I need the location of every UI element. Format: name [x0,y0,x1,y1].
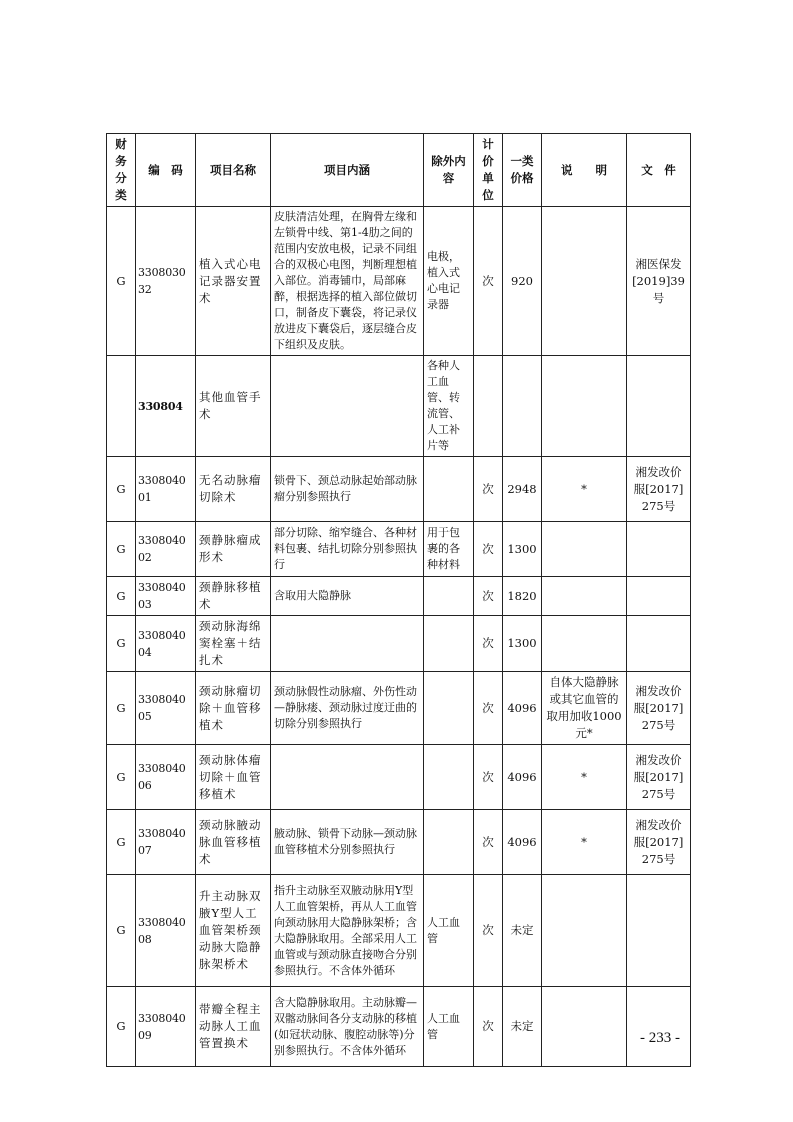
cell-content [271,616,424,672]
cell-except: 用于包裹的各种材料 [424,522,474,577]
cell-doc: 湘发改价服[2017]275号 [627,810,691,875]
cell-doc: 湘发改价服[2017]275号 [627,745,691,810]
cell-name: 颈动脉海绵窦栓塞＋结扎术 [196,616,271,672]
cell-note [542,616,627,672]
cell-unit: 次 [474,616,503,672]
cell-code: 330804009 [136,987,196,1067]
cell-except [424,457,474,522]
cell-price: 2948 [503,457,542,522]
cell-content [271,745,424,810]
cell-except [424,616,474,672]
header-finance: 财务分类 [107,134,136,207]
table-row [107,577,691,616]
cell-doc [627,875,691,987]
cell-name: 颈动脉瘤切除＋血管移植术 [196,672,271,745]
cell-name: 带瓣全程主动脉人工血管置换术 [196,987,271,1067]
cell-finance: G [107,577,136,616]
cell-doc [627,356,691,457]
cell-code: 330804003 [136,577,196,616]
cell-note [542,522,627,577]
cell-except [424,810,474,875]
cell-price: 4096 [503,745,542,810]
cell-doc [627,987,691,1067]
cell-finance: G [107,987,136,1067]
cell-content: 含取用大隐静脉 [271,577,424,616]
cell-content: 部分切除、缩窄缝合、各种材料包裹、结扎切除分别参照执行 [271,522,424,577]
cell-price: 1300 [503,522,542,577]
cell-note: 自体大隐静脉或其它血管的取用加收1000元* [542,672,627,745]
cell-except: 各种人工血管、转流管、人工补片等 [424,356,474,457]
cell-price: 1820 [503,577,542,616]
table-header-row [107,134,691,207]
cell-price [503,356,542,457]
header-code: 编 码 [136,134,196,207]
cell-except [424,577,474,616]
cell-except [424,745,474,810]
cell-doc: 湘发改价服[2017]275号 [627,457,691,522]
cell-finance: G [107,457,136,522]
cell-content: 皮肤清洁处理，在胸骨左缘和左锁骨中线、第1-4肋之间的范围内安放电极，记录不同组合的双极心电图，判断理想植入部位。消毒铺巾，局部麻醉，根据选择的植入部位做切口，制备皮下囊袋，将记录仪放进皮下囊袋后，逐层缝合皮下组织及皮肤。 [271,207,424,356]
page-number: - 233 - [640,1030,680,1046]
fee-table-sheet [106,133,690,1067]
cell-unit: 次 [474,875,503,987]
cell-finance [107,356,136,457]
cell-price: 1300 [503,616,542,672]
cell-finance: G [107,745,136,810]
cell-price: 未定 [503,875,542,987]
cell-code: 330804004 [136,616,196,672]
cell-code: 330804002 [136,522,196,577]
cell-code: 330803032 [136,207,196,356]
cell-price: 920 [503,207,542,356]
cell-except: 人工血管 [424,987,474,1067]
cell-unit: 次 [474,577,503,616]
header-unit: 计价单位 [474,134,503,207]
cell-finance: G [107,616,136,672]
cell-content: 锁骨下、颈总动脉起始部动脉瘤分别参照执行 [271,457,424,522]
cell-price: 未定 [503,987,542,1067]
cell-note [542,356,627,457]
cell-note [542,207,627,356]
cell-content [271,356,424,457]
cell-content: 指升主动脉至双腋动脉用Y型人工血管架桥，再从人工血管向颈动脉用大隐静脉架桥；含大隐静脉取用。全部采用人工血管或与颈动脉直接吻合分别参照执行。不含体外循环 [271,875,424,987]
header-doc: 文 件 [627,134,691,207]
cell-code: 330804007 [136,810,196,875]
cell-note [542,577,627,616]
cell-doc [627,522,691,577]
table-row [107,810,691,875]
cell-code: 330804001 [136,457,196,522]
cell-doc: 湘发改价服[2017]275号 [627,672,691,745]
header-price: 一类价格 [503,134,542,207]
cell-unit: 次 [474,810,503,875]
cell-code: 330804008 [136,875,196,987]
cell-finance: G [107,672,136,745]
table-row [107,875,691,987]
cell-name: 颈静脉移植术 [196,577,271,616]
fee-schedule-table [106,133,691,1067]
cell-doc [627,616,691,672]
table-row [107,745,691,810]
table-row [107,457,691,522]
cell-except: 人工血管 [424,875,474,987]
cell-content: 含大隐静脉取用。主动脉瓣—双髂动脉间各分支动脉的移植(如冠状动脉、腹腔动脉等)分别参照执行。不含体外循环 [271,987,424,1067]
cell-finance: G [107,207,136,356]
cell-code: 330804006 [136,745,196,810]
cell-finance: G [107,522,136,577]
table-row [107,616,691,672]
cell-price: 4096 [503,672,542,745]
cell-note [542,987,627,1067]
cell-name: 颈静脉瘤成形术 [196,522,271,577]
cell-name: 颈动脉腋动脉血管移植术 [196,810,271,875]
cell-unit: 次 [474,987,503,1067]
header-content: 项目内涵 [271,134,424,207]
cell-price: 4096 [503,810,542,875]
cell-note: * [542,457,627,522]
cell-name: 植入式心电记录器安置术 [196,207,271,356]
cell-unit: 次 [474,522,503,577]
cell-name: 升主动脉双腋Y型人工血管架桥颈动脉大隐静脉架桥术 [196,875,271,987]
cell-doc [627,577,691,616]
cell-code: 330804005 [136,672,196,745]
cell-unit [474,356,503,457]
cell-name: 其他血管手术 [196,356,271,457]
cell-unit: 次 [474,672,503,745]
cell-except: 电极，植入式心电记录器 [424,207,474,356]
table-row [107,522,691,577]
cell-doc: 湘医保发[2019]39号 [627,207,691,356]
table-row [107,672,691,745]
cell-unit: 次 [474,207,503,356]
cell-name: 颈动脉体瘤切除＋血管移植术 [196,745,271,810]
cell-code: 330804 [136,356,196,457]
header-note: 说 明 [542,134,627,207]
header-except: 除外内容 [424,134,474,207]
table-row [107,356,691,457]
header-name: 项目名称 [196,134,271,207]
cell-note [542,875,627,987]
table-row [107,207,691,356]
cell-note: * [542,745,627,810]
cell-except [424,672,474,745]
cell-content: 颈动脉假性动脉瘤、外伤性动—静脉瘘、颈动脉过度迂曲的切除分别参照执行 [271,672,424,745]
cell-note: * [542,810,627,875]
cell-name: 无名动脉瘤切除术 [196,457,271,522]
cell-unit: 次 [474,457,503,522]
cell-finance: G [107,875,136,987]
cell-unit: 次 [474,745,503,810]
cell-finance: G [107,810,136,875]
cell-content: 腋动脉、锁骨下动脉—颈动脉血管移植术分别参照执行 [271,810,424,875]
table-row [107,987,691,1067]
